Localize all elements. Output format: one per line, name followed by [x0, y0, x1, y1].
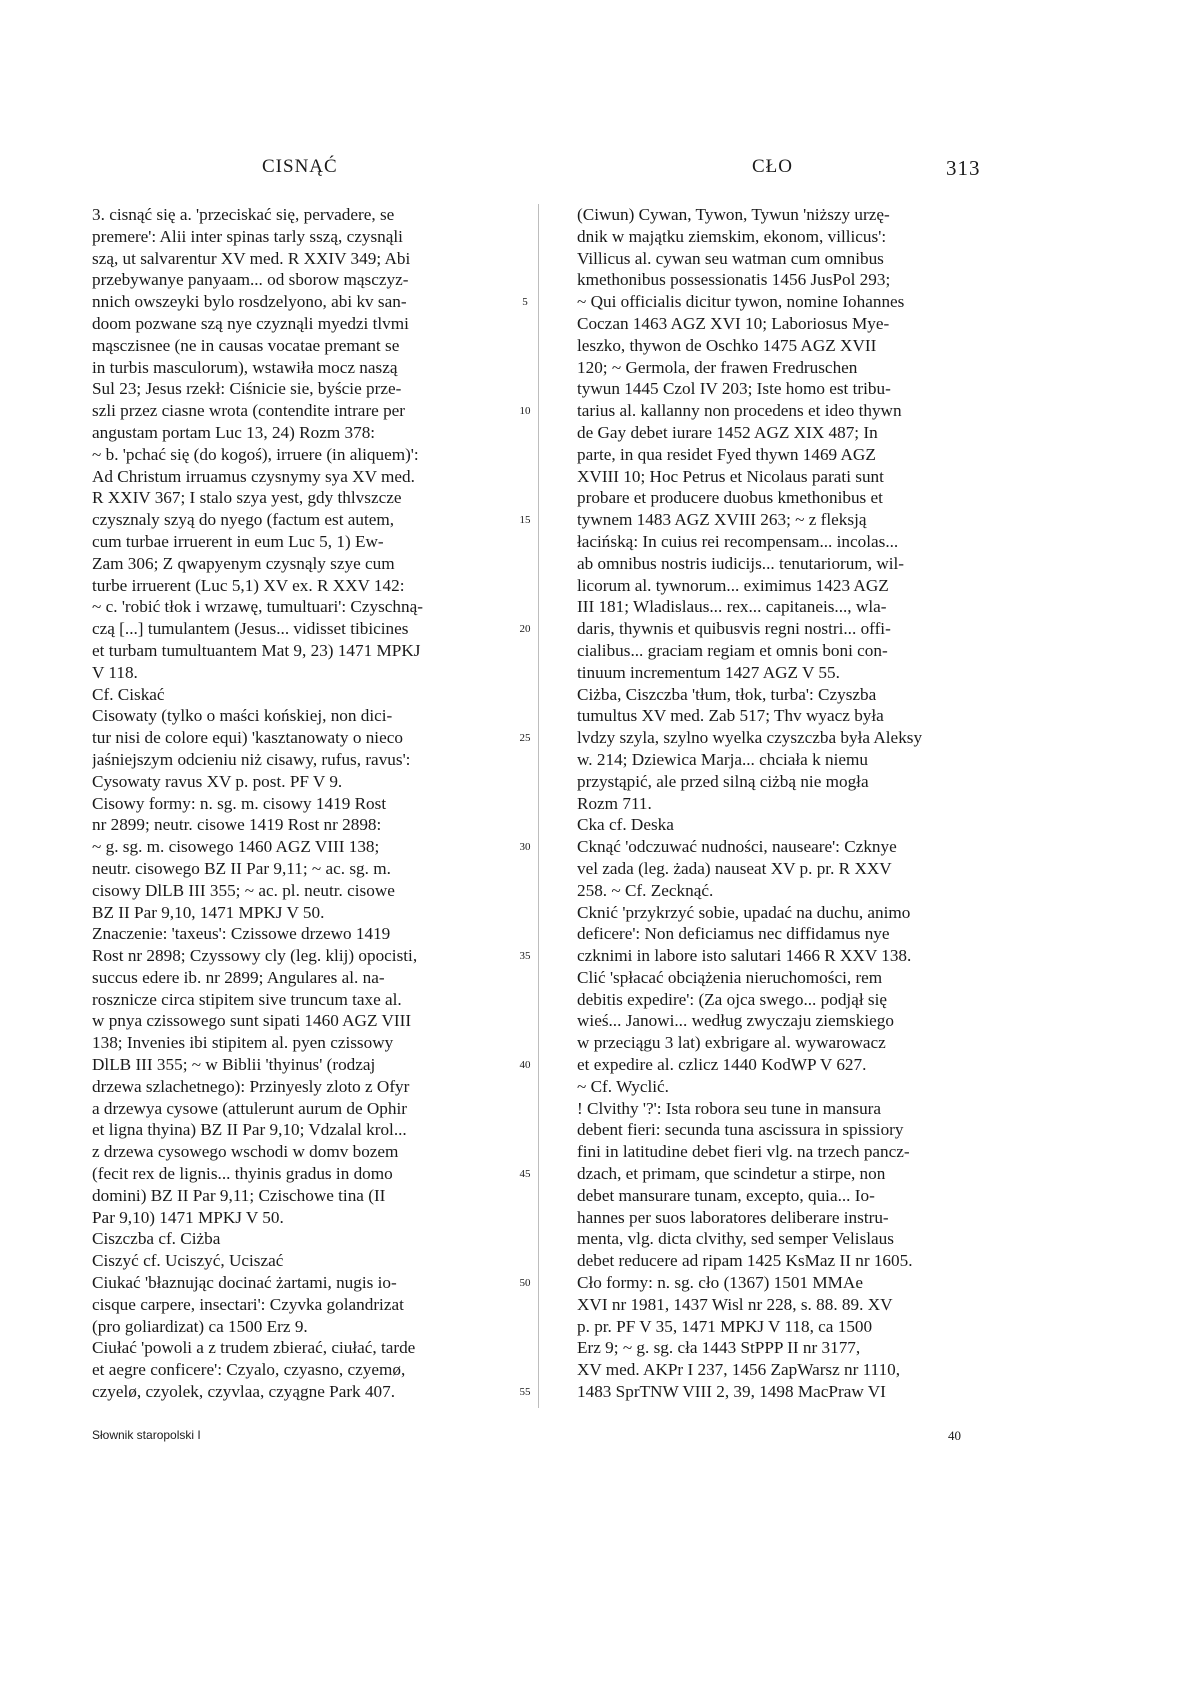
text-line: turbe irruerent (Luc 5,1) XV ex. R XXV 142: [92, 575, 405, 595]
text-line: a drzewya cysowe (attulerunt aurum de Ophir [92, 1098, 407, 1118]
text-line: przebywanye panyaam... od sborow mąsczyz- [92, 270, 409, 290]
text-line: vel zada (leg. żada) nauseat XV p. pr. R XXV [577, 858, 892, 878]
text-line: Cło formy: n. sg. cło (1367) 1501 MMAe [577, 1273, 863, 1293]
text-line: cisque carpere, insectari': Czyvka golandrizat [92, 1294, 404, 1314]
text-line: Cf. Ciskać [92, 684, 165, 704]
text-line: Cka cf. Deska [577, 815, 674, 835]
text-line: cialibus... graciam regiam et omnis boni con- [577, 640, 888, 660]
text-line: Sul 23; Jesus rzekł: Ciśnicie sie, byście prze- [92, 379, 402, 399]
text-line: deficere': Non deficiamus nec diffidamus nye [577, 924, 890, 944]
text-line: (Ciwun) Cywan, Tywon, Tywun 'niższy urzę- [577, 205, 890, 224]
text-line: kmethonibus possessionatis 1456 JusPol 293; [577, 270, 891, 290]
text-line: in turbis masculorum), wstawiła mocz naszą [92, 357, 398, 377]
text-line: et ligna thyina) BZ II Par 9,10; Vdzalal krol... [92, 1120, 407, 1140]
line-number: 40 [519, 1059, 531, 1072]
text-line: ab omnibus nostris iudicijs... tenutariorum, wil- [577, 553, 905, 573]
text-line: XVIII 10; Hoc Petrus et Nicolaus parati sunt [577, 466, 884, 486]
left-column [92, 204, 496, 1403]
text-line: czyelø, czyolek, czyvlaa, czyągne Park 407. [92, 1382, 396, 1402]
text-line: w pnya czissowego sunt sipati 1460 AGZ VIII [92, 1011, 412, 1031]
text-line: tarius al. kallanny non procedens et ideo thywn [577, 401, 902, 421]
line-number: 55 [519, 1386, 531, 1399]
line-number: 20 [519, 623, 531, 636]
text-line: doom pozwane szą nye czyznąli myedzi tlvmi [92, 313, 409, 333]
text-line: 1483 SprTNW VIII 2, 39, 1498 MacPraw VI [577, 1382, 886, 1402]
text-line: XV med. AKPr I 237, 1456 ZapWarsz nr 1110, [577, 1360, 901, 1380]
text-line: premere': Alii inter spinas tarly sszą, czysnąli [92, 226, 403, 246]
text-line: (fecit rex de lignis... thyinis gradus in domo [92, 1164, 393, 1184]
text-line: leszko, thywon de Oschko 1475 AGZ XVII [577, 335, 877, 355]
text-line: Ciszczba cf. Ciżba [92, 1229, 221, 1249]
text-line: cum turbae irruerent in eum Luc 5, 1) Ew- [92, 531, 384, 551]
text-line: debent fieri: secunda tuna ascissura in spissiory [577, 1120, 904, 1140]
text-line: nr 2899; neutr. cisowe 1419 Rost nr 2898: [92, 815, 382, 835]
text-line: 3. cisnąć się a. 'przeciskać się, pervadere, se [92, 205, 395, 224]
text-line: ! Clvithy '?': Ista robora seu tune in mansura [577, 1098, 882, 1118]
text-line: Cknić 'przykrzyć sobie, upadać na duchu, animo [577, 902, 911, 922]
text-line: Erz 9; ~ g. sg. cła 1443 StPPP II nr 3177, [577, 1338, 861, 1358]
text-line: neutr. cisowego BZ II Par 9,11; ~ ac. sg. m. [92, 858, 391, 878]
text-line: BZ II Par 9,10, 1471 MPKJ V 50. [92, 902, 325, 922]
text-line: V 118. [92, 662, 138, 682]
page-number: 313 [946, 156, 981, 180]
text-line: Rozm 711. [577, 793, 652, 813]
text-line: ~ g. sg. m. cisowego 1460 AGZ VIII 138; [92, 837, 380, 857]
text-line: w. 214; Dziewica Marja... chciała k niemu [577, 749, 868, 769]
text-line: wieś... Janowi... według zwyczaju ziemskiego [577, 1011, 894, 1031]
text-line: debitis expedire': (Za ojca swego... podjął się [577, 989, 887, 1009]
column-divider [538, 204, 539, 1408]
text-line: czą [...] tumulantem (Jesus... vidisset tibicines [92, 619, 409, 639]
text-line: Ciułać 'powoli a z trudem zbierać, ciułać, tarde [92, 1338, 416, 1358]
text-line: succus edere ib. nr 2899; Angulares al. na- [92, 967, 385, 987]
footer-signature: Słownik staropolski I [92, 1428, 201, 1442]
text-line: 138; Invenies ibi stipitem al. pyen czissowy [92, 1033, 394, 1053]
text-line: Coczan 1463 AGZ XVI 10; Laboriosus Mye- [577, 313, 890, 333]
text-line: lvdzy szyla, szylno wyelka czyszczba była Aleksy [577, 728, 923, 748]
text-line: dnik w majątku ziemskim, ekonom, villicus': [577, 226, 887, 246]
text-line: debet reducere ad ripam 1425 KsMaz II nr 1605. [577, 1251, 913, 1271]
text-line: Cisowy formy: n. sg. m. cisowy 1419 Rost [92, 793, 387, 813]
text-line: probare et producere duobus kmethonibus et [577, 488, 883, 508]
text-line: tywun 1445 Czol IV 203; Iste homo est tribu- [577, 379, 891, 399]
footer-sheet-number: 40 [948, 1428, 961, 1443]
text-line: Par 9,10) 1471 MPKJ V 50. [92, 1207, 284, 1227]
header-center-word: CŁO [752, 156, 793, 177]
text-line: czysznaly szyą do nyego (factum est autem, [92, 510, 395, 530]
text-line: licorum al. tywnorum... eximimus 1423 AGZ [577, 575, 889, 595]
text-line: czknimi in labore isto salutari 1466 R XXV 138. [577, 946, 912, 966]
line-number: 30 [519, 841, 531, 854]
text-line: tinuum incrementum 1427 AGZ V 55. [577, 662, 840, 682]
line-number: 10 [519, 405, 531, 418]
line-number: 15 [519, 514, 531, 527]
text-line: szli przez ciasne wrota (contendite intrare per [92, 401, 406, 421]
text-line: Zam 306; Z qwapyenym czysnąly szye cum [92, 553, 395, 573]
text-line: R XXIV 367; I stalo szya yest, gdy thlvszcze [92, 488, 402, 508]
text-line: 120; ~ Germola, der frawen Fredruschen [577, 357, 858, 377]
text-line: łacińską: In cuius rei recompensam... incolas... [577, 531, 899, 551]
line-number: 25 [519, 732, 531, 745]
text-line: domini) BZ II Par 9,11; Czischowe tina (II [92, 1185, 386, 1205]
text-line: menta, vlg. dicta clvithy, sed semper Velislaus [577, 1229, 894, 1249]
text-line: 258. ~ Cf. Zecknąć. [577, 880, 714, 900]
text-line: parte, in qua residet Fyed thywn 1469 AGZ [577, 444, 876, 464]
text-line: Ciukać 'błaznując docinać żartami, nugis io- [92, 1273, 397, 1293]
text-line: w przeciągu 3 lat) exbrigare al. wywarowacz [577, 1033, 886, 1053]
text-line: Villicus al. cywan seu watman cum omnibus [577, 248, 884, 268]
line-number: 45 [519, 1168, 531, 1181]
text-line: przystąpić, ale przed silną ciżbą nie mogła [577, 771, 869, 791]
text-line: hannes per suos laboratores deliberare instru- [577, 1207, 889, 1227]
text-line: Cisowaty (tylko o maści końskiej, non dici- [92, 706, 393, 726]
text-line: Ciszyć cf. Uciszyć, Uciszać [92, 1251, 284, 1271]
text-line: Cysowaty ravus XV p. post. PF V 9. [92, 771, 343, 791]
text-line: tywnem 1483 AGZ XVIII 263; ~ z fleksją [577, 510, 867, 530]
text-line: (pro goliardizat) ca 1500 Erz 9. [92, 1316, 308, 1336]
text-line: drzewa szlachetnego): Przinyesly zloto z Ofyr [92, 1076, 410, 1096]
header-left-word: CISNĄĆ [262, 156, 338, 177]
text-line: fini in latitudine debet fieri vlg. na trzech pancz- [577, 1142, 910, 1162]
text-line: et turbam tumultuantem Mat 9, 23) 1471 MPKJ [92, 640, 421, 660]
text-line: cisowy DlLB III 355; ~ ac. pl. neutr. cisowe [92, 880, 395, 900]
text-line: ~ b. 'pchać się (do kogoś), irruere (in aliquem)': [92, 444, 419, 464]
text-line: de Gay debet iurare 1452 AGZ XIX 487; In [577, 422, 878, 442]
text-line: Ad Christum irruamus czysnymy sya XV med. [92, 466, 415, 486]
text-line: Rost nr 2898; Czyssowy cly (leg. klij) opocisti, [92, 946, 418, 966]
text-line: rosznicze circa stipitem sive truncum taxe al. [92, 989, 402, 1009]
text-line: tumultus XV med. Zab 517; Thv wyacz była [577, 706, 884, 726]
right-column [577, 204, 981, 1403]
text-line: Clić 'spłacać obciążenia nieruchomości, rem [577, 967, 883, 987]
line-number: 50 [519, 1277, 531, 1290]
text-line: szą, ut salvarentur XV med. R XXIV 349; Abi [92, 248, 411, 268]
text-line: z drzewa cysowego wschodi w domv bozem [92, 1142, 399, 1162]
line-number: 35 [519, 950, 531, 963]
text-line: et expedire al. czlicz 1440 KodWP V 627. [577, 1055, 867, 1075]
line-number: 5 [522, 296, 528, 309]
text-line: angustam portam Luc 13, 24) Rozm 378: [92, 422, 376, 442]
text-line: et aegre conficere': Czyalo, czyasno, czyemø, [92, 1360, 406, 1380]
text-line: ~ c. 'robić tłok i wrzawę, tumultuari': Czyschną- [92, 597, 423, 617]
text-line: nnich owszeyki bylo rosdzelyono, abi kv san- [92, 292, 407, 312]
text-line: mąsczisnee (ne in causas vocatae premant se [92, 335, 400, 355]
text-line: ~ Qui officialis dicitur tywon, nomine Iohannes [577, 292, 905, 312]
text-line: dzach, et primam, que scindetur a stirpe, non [577, 1164, 886, 1184]
text-line: tur nisi de colore equi) 'kasztanowaty o nieco [92, 728, 403, 748]
text-line: ~ Cf. Wyclić. [577, 1076, 669, 1096]
text-line: Ciżba, Ciszczba 'tłum, tłok, turba': Czyszba [577, 684, 877, 704]
text-line: Znaczenie: 'taxeus': Czissowe drzewo 1419 [92, 924, 391, 944]
text-line: XVI nr 1981, 1437 Wisl nr 228, s. 88. 89. XV [577, 1294, 893, 1314]
text-line: daris, thywnis et quibusvis regni nostri... offi- [577, 619, 891, 639]
text-line: DlLB III 355; ~ w Biblii 'thyinus' (rodzaj [92, 1055, 376, 1075]
text-line: Cknąć 'odczuwać nudności, nauseare': Czknye [577, 837, 897, 857]
text-line: jaśniejszym odcieniu niż cisawy, rufus, ravus': [92, 749, 411, 769]
text-line: III 181; Wladislaus... rex... capitaneis..., wla- [577, 597, 887, 617]
text-line: p. pr. PF V 35, 1471 MPKJ V 118, ca 1500 [577, 1316, 873, 1336]
text-line: debet mansurare tunam, excepto, quia... Io- [577, 1185, 875, 1205]
